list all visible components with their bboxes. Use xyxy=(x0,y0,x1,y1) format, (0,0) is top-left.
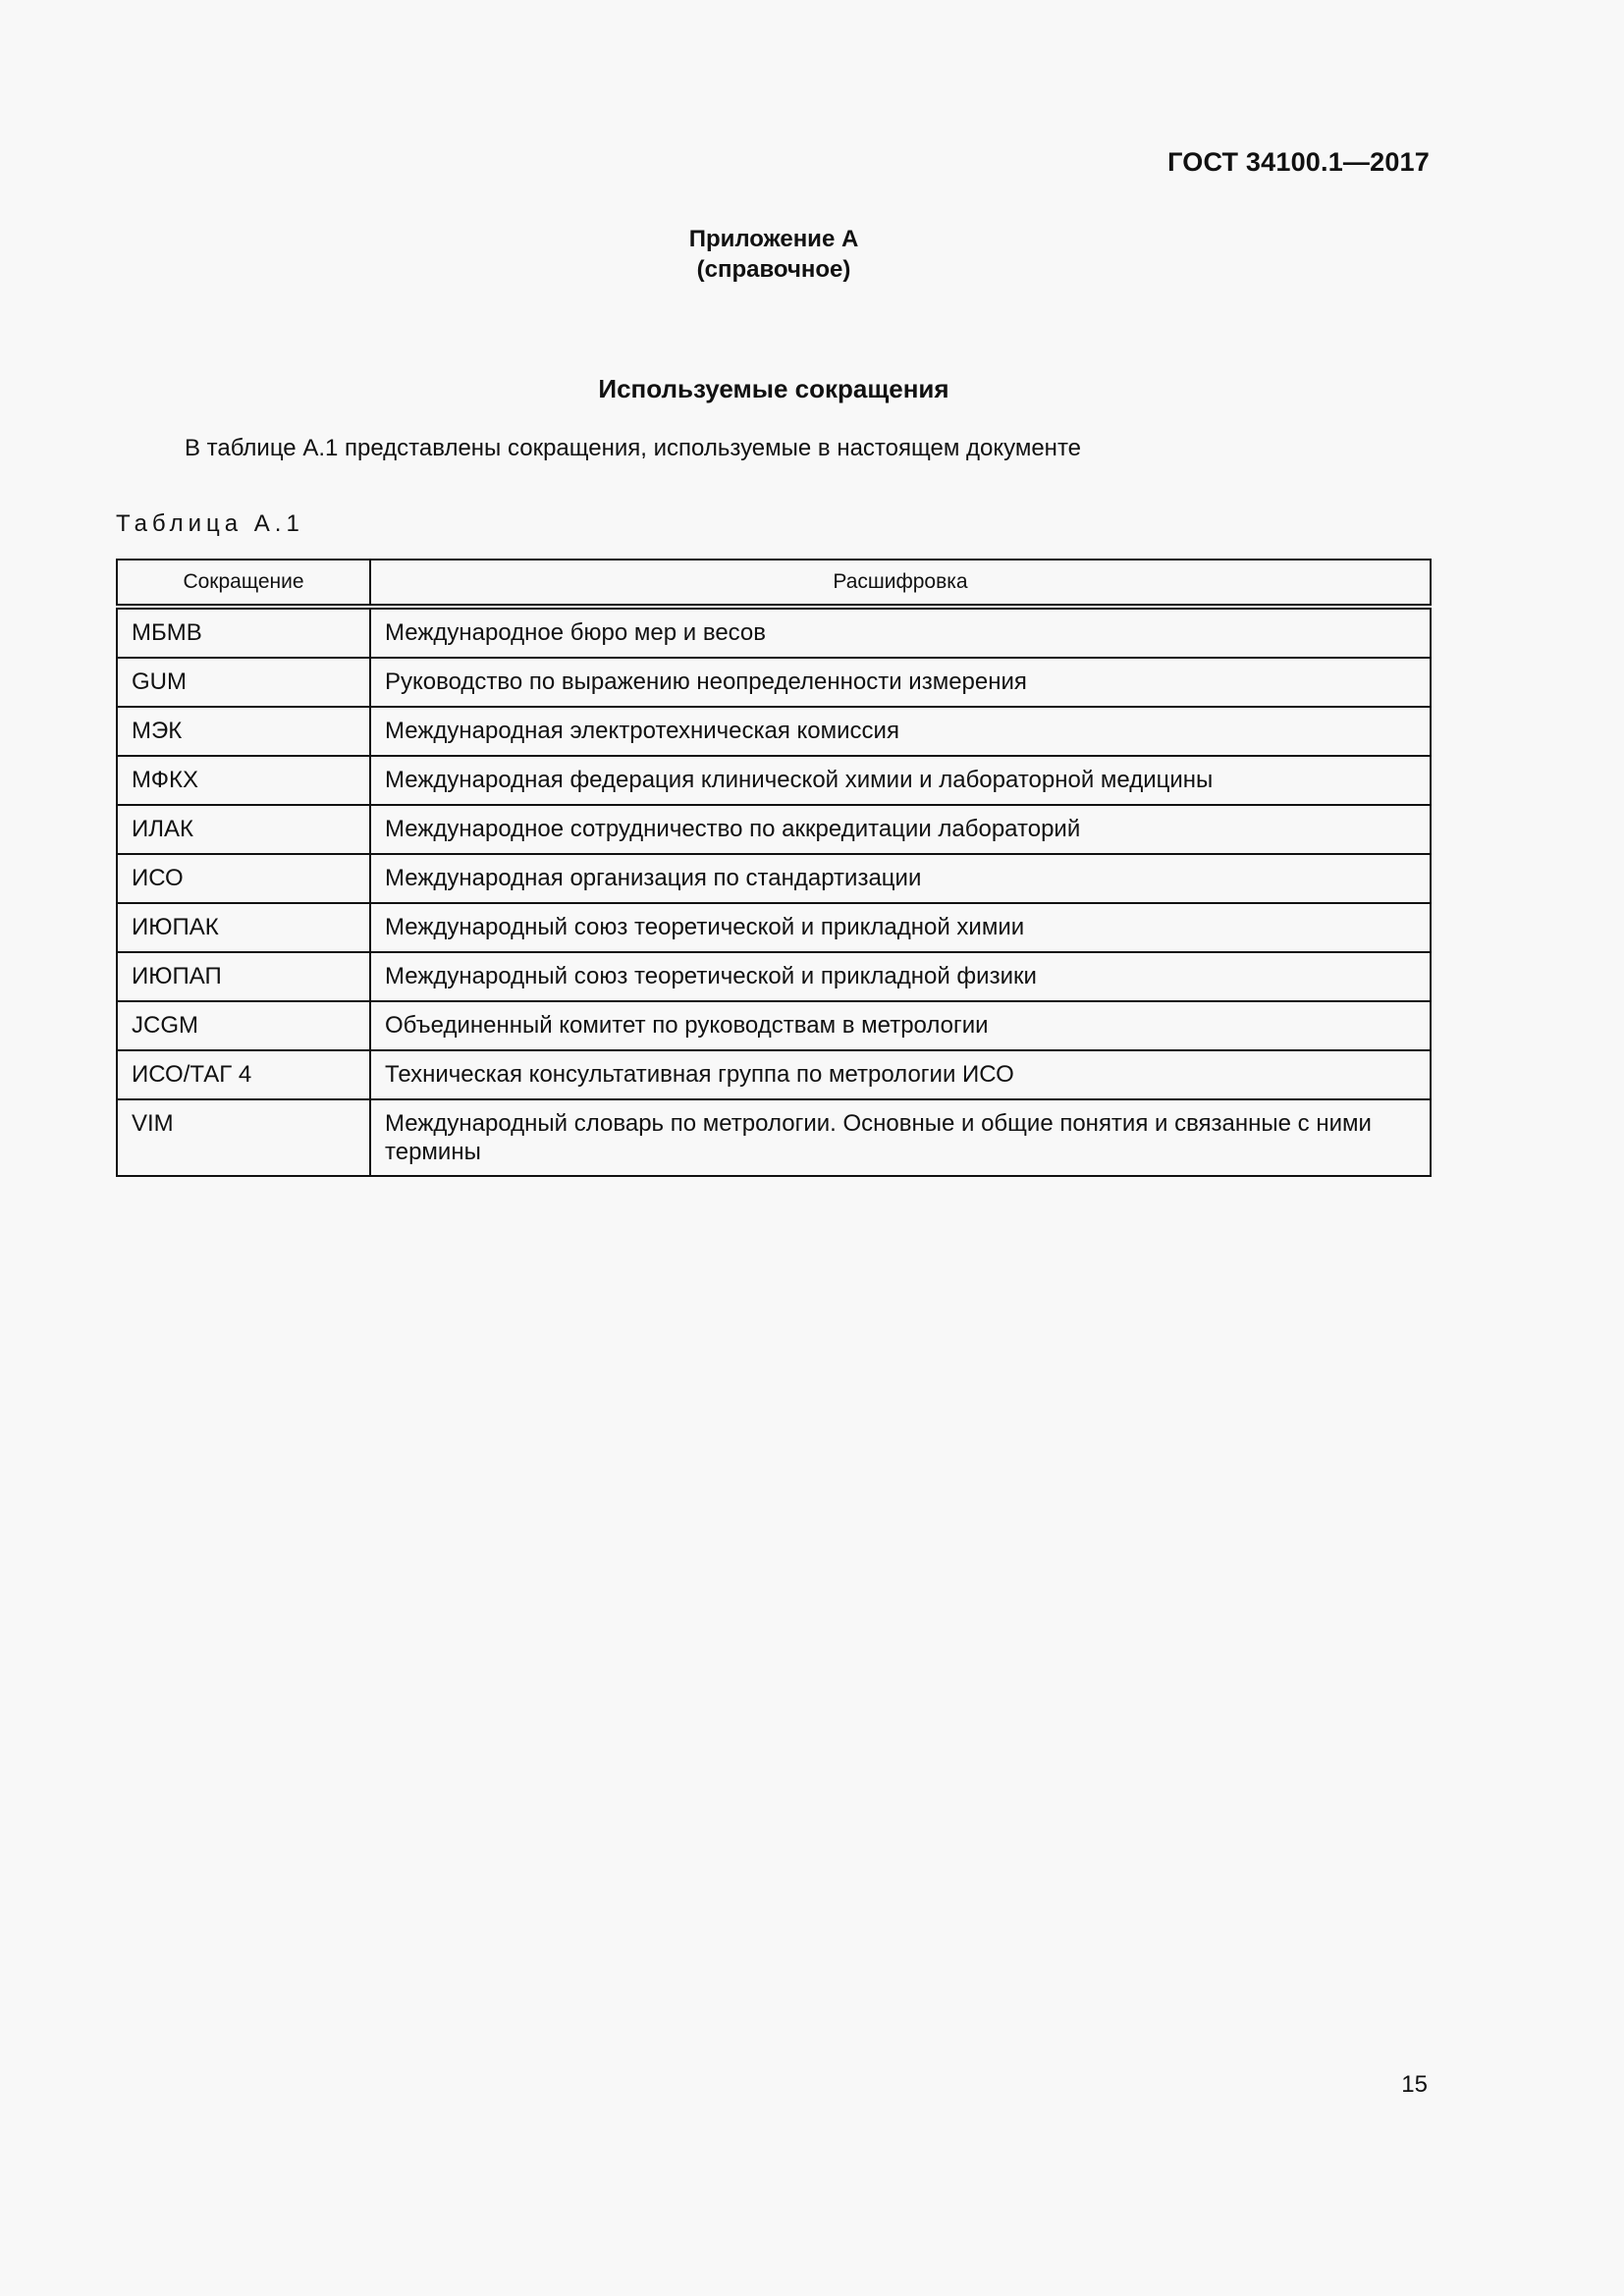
column-header-abbreviation: Сокращение xyxy=(117,560,370,607)
abbreviation-cell: ИСО xyxy=(117,854,370,903)
expansion-cell: Международная электротехническая комиссия xyxy=(370,707,1431,756)
standard-code: ГОСТ 34100.1—2017 xyxy=(1167,147,1430,177)
abbreviation-cell: ИЮПАП xyxy=(117,952,370,1001)
table-row xyxy=(117,658,1431,707)
abbreviation-cell: ИЛАК xyxy=(117,805,370,854)
expansion-cell: Международная федерация клинической химии и лабораторной медицины xyxy=(370,756,1431,805)
table-row xyxy=(117,1050,1431,1099)
abbreviation-cell: МЭК xyxy=(117,707,370,756)
section-title: Используемые сокращения xyxy=(598,374,949,403)
table-row xyxy=(117,903,1431,952)
abbreviation-cell: VIM xyxy=(117,1099,370,1176)
table-row xyxy=(117,854,1431,903)
page-number: 15 xyxy=(1401,2071,1428,2098)
intro-paragraph: В таблице А.1 представлены сокращения, используемые в настоящем документе xyxy=(185,435,1082,461)
table-row xyxy=(117,1001,1431,1050)
abbreviation-cell: ИСО/ТАГ 4 xyxy=(117,1050,370,1099)
table-row xyxy=(117,1099,1431,1176)
table-row xyxy=(117,756,1431,805)
expansion-cell: Международное бюро мер и весов xyxy=(370,607,1431,658)
expansion-cell: Техническая консультативная группа по метрологии ИСО xyxy=(370,1050,1431,1099)
table-header-row xyxy=(117,560,1431,607)
abbreviation-cell: МФКХ xyxy=(117,756,370,805)
expansion-cell: Международное сотрудничество по аккредитации лабораторий xyxy=(370,805,1431,854)
appendix-title: Приложение А xyxy=(688,226,859,252)
expansion-cell: Международный союз теоретической и прикладной физики xyxy=(370,952,1431,1001)
table-row xyxy=(117,707,1431,756)
table-row xyxy=(117,607,1431,658)
table-row xyxy=(117,805,1431,854)
expansion-cell: Руководство по выражению неопределенности измерения xyxy=(370,658,1431,707)
appendix-heading xyxy=(0,224,1547,285)
table-row xyxy=(117,952,1431,1001)
abbreviation-cell: GUM xyxy=(117,658,370,707)
abbreviations-table xyxy=(116,559,1432,1177)
expansion-cell: Объединенный комитет по руководствам в метрологии xyxy=(370,1001,1431,1050)
expansion-cell: Международный союз теоретической и прикладной химии xyxy=(370,903,1431,952)
expansion-cell: Международный словарь по метрологии. Основные и общие понятия и связанные с ними термины xyxy=(370,1099,1431,1176)
abbreviation-cell: МБМВ xyxy=(117,607,370,658)
expansion-cell: Международная организация по стандартизации xyxy=(370,854,1431,903)
abbreviation-cell: ИЮПАК xyxy=(117,903,370,952)
table-caption: Таблица А.1 xyxy=(116,510,304,537)
appendix-subtitle: (справочное) xyxy=(696,256,851,283)
column-header-expansion: Расшифровка xyxy=(370,560,1431,607)
abbreviation-cell: JCGM xyxy=(117,1001,370,1050)
